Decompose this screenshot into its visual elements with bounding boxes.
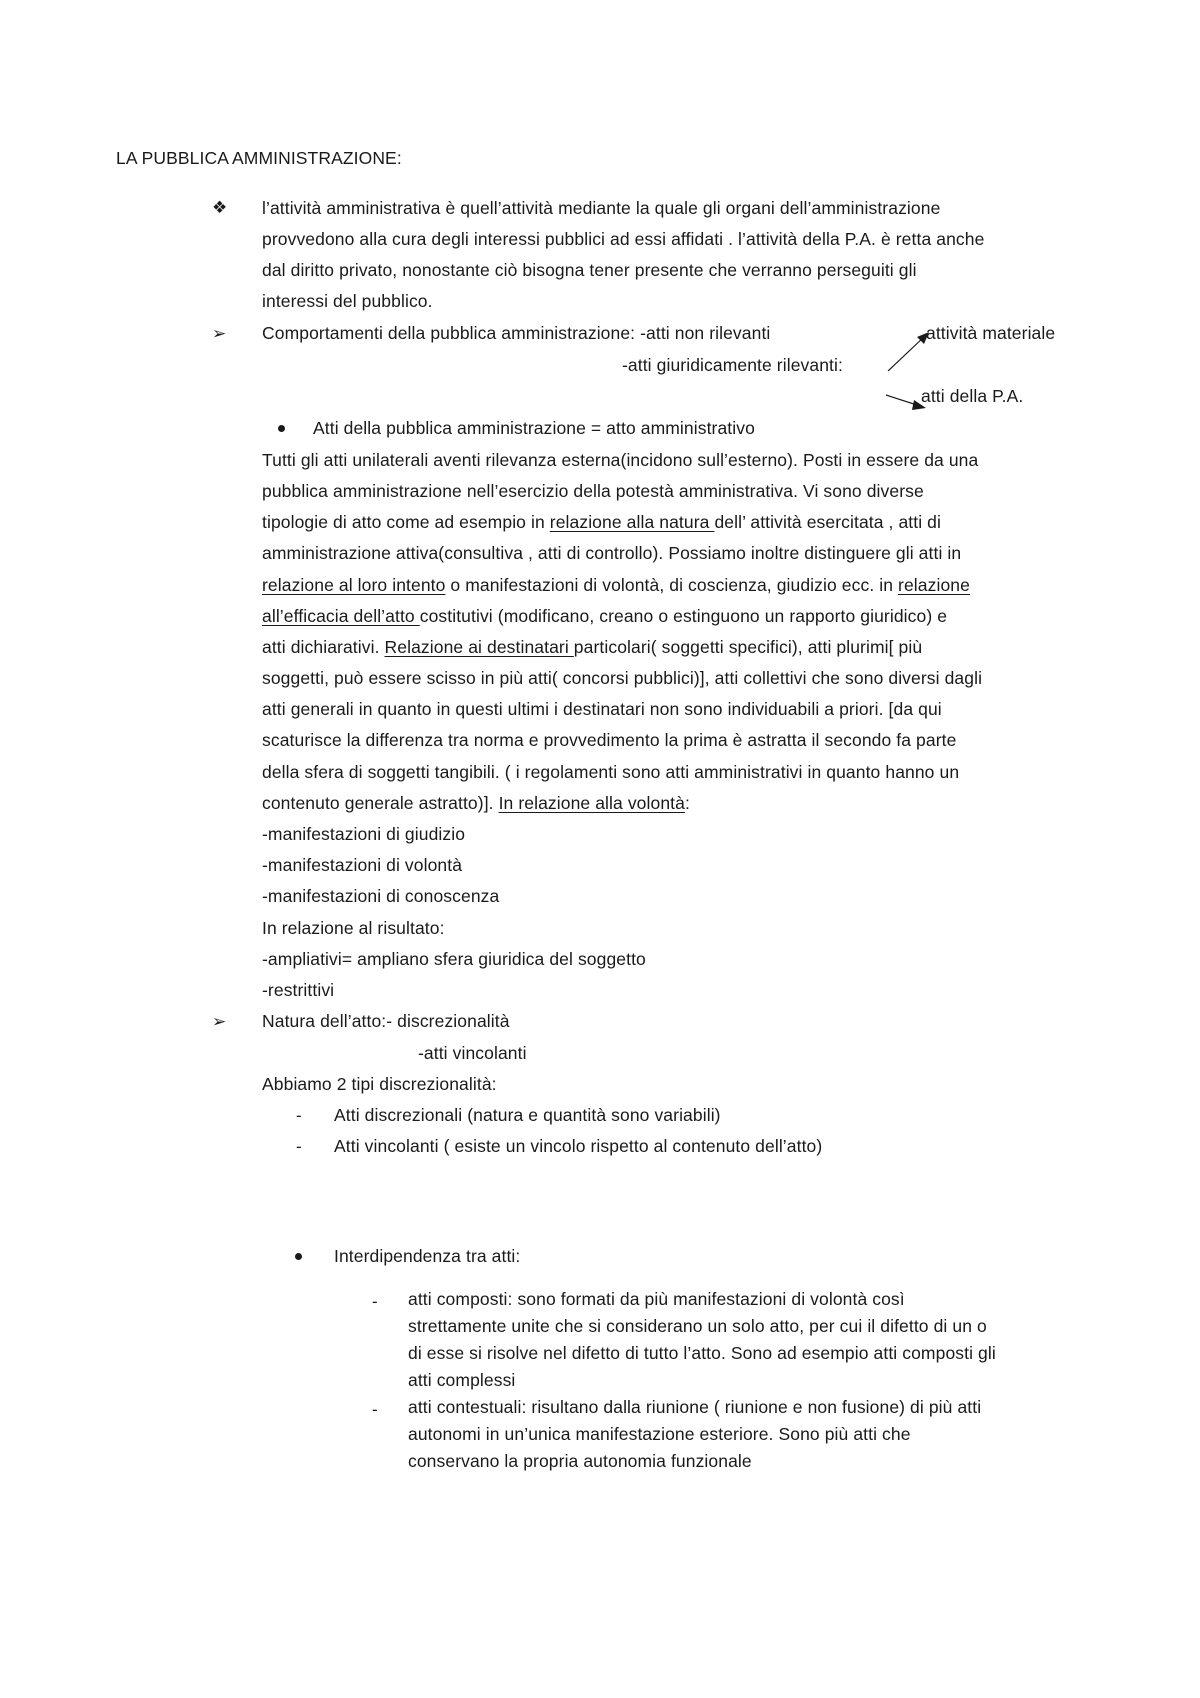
body-line-16: In relazione al risultato: [262, 918, 445, 938]
body-line-14: -manifestazioni di volontà [262, 855, 463, 875]
underlined-phrase: relazione alla natura [549, 512, 715, 532]
body-line-13: -manifestazioni di giudizio [262, 824, 466, 844]
body-text: costitutivi (modificano, creano o estinguono un rapporto giuridico) e [419, 606, 948, 626]
arrow-bullet-icon: ➢ [212, 324, 227, 343]
natura-tipi: Abbiamo 2 tipi discrezionalità: [262, 1074, 497, 1094]
body-text: particolari( soggetti specifici), atti plurimi[ più [573, 637, 923, 657]
document-title: LA PUBBLICA AMMINISTRAZIONE: [116, 148, 402, 168]
diamond-bullet-icon: ❖ [212, 198, 228, 217]
composti-line-1: atti composti: sono formati da più manifestazioni di volontà così [408, 1289, 905, 1309]
dash-marker: - [296, 1137, 302, 1156]
bullet-dot-icon [278, 425, 285, 432]
body-line-15: -manifestazioni di conoscenza [262, 886, 500, 906]
composti-line-4: atti complessi [408, 1370, 516, 1390]
body-line-6 [262, 601, 947, 632]
body-line-4: amministrazione attiva(consultiva , atti di controllo). Possiamo inoltre distinguere gli atti in [262, 543, 962, 563]
contestuali-line-2: autonomi in un’unica manifestazione esteriore. Sono più atti che [408, 1424, 911, 1444]
dash-marker: - [372, 1400, 378, 1419]
bullet-dot-icon [295, 1253, 302, 1260]
underlined-phrase: Relazione ai destinatari [384, 637, 574, 657]
body-line-17: -ampliativi= ampliano sfera giuridica del soggetto [262, 949, 646, 969]
body-text: dell’ attività esercitata , atti di [714, 512, 942, 532]
natura-item-2: Atti vincolanti ( esiste un vincolo rispetto al contenuto dell’atto) [334, 1136, 823, 1156]
contestuali-line-1: atti contestuali: risultano dalla riunione ( riunione e non fusione) di più atti [408, 1397, 982, 1417]
body-line-2: pubblica amministrazione nell’esercizio della potestà amministrativa. Vi sono diverse [262, 481, 924, 501]
underlined-phrase: all’efficacia dell’atto [262, 606, 420, 626]
composti-line-3: di esse si risolve nel difetto di tutto l’atto. Sono ad esempio atti composti gli [408, 1343, 996, 1363]
arrow-bullet-icon: ➢ [212, 1012, 227, 1031]
comportamenti-second: -atti giuridicamente rilevanti: [622, 355, 843, 375]
contestuali-line-3: conservano la propria autonomia funzionale [408, 1451, 752, 1471]
body-line-9: atti generali in quanto in questi ultimi i destinatari non sono individuabili a priori. [da qui [262, 699, 942, 719]
intro-line-1: l’attività amministrativa è quell’attività mediante la quale gli organi dell’amministrazione [262, 198, 941, 218]
intro-line-3: dal diritto privato, nonostante ciò bisogna tener presente che verranno perseguiti gli [262, 260, 917, 280]
body-line-8: soggetti, può essere scisso in più atti( concorsi pubblici)], atti collettivi che sono diversi dagli [262, 668, 983, 688]
body-line-3 [262, 507, 941, 538]
body-line-1: Tutti gli atti unilaterali aventi rilevanza esterna(incidono sull’esterno). Posti in essere da una [262, 450, 979, 470]
arrow-line-up [888, 336, 925, 371]
comportamenti-branch-2: atti della P.A. [921, 386, 1024, 406]
intro-line-2: provvedono alla cura degli interessi pubblici ad essi affidati . l’attività della P.A. è retta anche [262, 229, 985, 249]
natura-lead: Natura dell’atto:- discrezionalità [262, 1011, 510, 1031]
dash-marker: - [296, 1106, 302, 1125]
underlined-phrase: In relazione alla volontà [498, 793, 685, 813]
body-text: tipologie di atto come ad esempio in [262, 512, 550, 532]
natura-item-1: Atti discrezionali (natura e quantità sono variabili) [334, 1105, 721, 1125]
body-line-11: della sfera di soggetti tangibili. ( i regolamenti sono atti amministrativi in quanto hanno un [262, 762, 960, 782]
body-line-10: scaturisce la differenza tra norma e provvedimento la prima è astratta il secondo fa parte [262, 730, 957, 750]
natura-second: -atti vincolanti [418, 1043, 527, 1063]
arrow-head-down-icon [912, 400, 926, 410]
composti-line-2: strettamente unite che si considerano un solo atto, per cui il difetto di un o [408, 1316, 987, 1336]
body-text: contenuto generale astratto)]. [262, 793, 499, 813]
dash-marker: - [372, 1292, 378, 1311]
body-line-7 [262, 632, 922, 663]
atti-heading: Atti della pubblica amministrazione = atto amministrativo [313, 418, 755, 438]
body-line-5 [262, 570, 970, 601]
intro-line-4: interessi del pubblico. [262, 291, 433, 311]
comportamenti-branch-1: attività materiale [926, 323, 1056, 343]
underlined-phrase: relazione [898, 575, 970, 595]
comportamenti-lead: Comportamenti della pubblica amministrazione: -atti non rilevanti [262, 323, 771, 343]
body-line-18: -restrittivi [262, 980, 335, 1000]
interdipendenza-heading: Interdipendenza tra atti: [334, 1246, 521, 1266]
body-text: atti dichiarativi. [262, 637, 385, 657]
body-text: : [684, 793, 690, 813]
underlined-phrase: relazione al loro intento [262, 575, 446, 595]
body-line-12 [262, 788, 690, 819]
body-text: o manifestazioni di volontà, di coscienza, giudizio ecc. in [445, 575, 899, 595]
